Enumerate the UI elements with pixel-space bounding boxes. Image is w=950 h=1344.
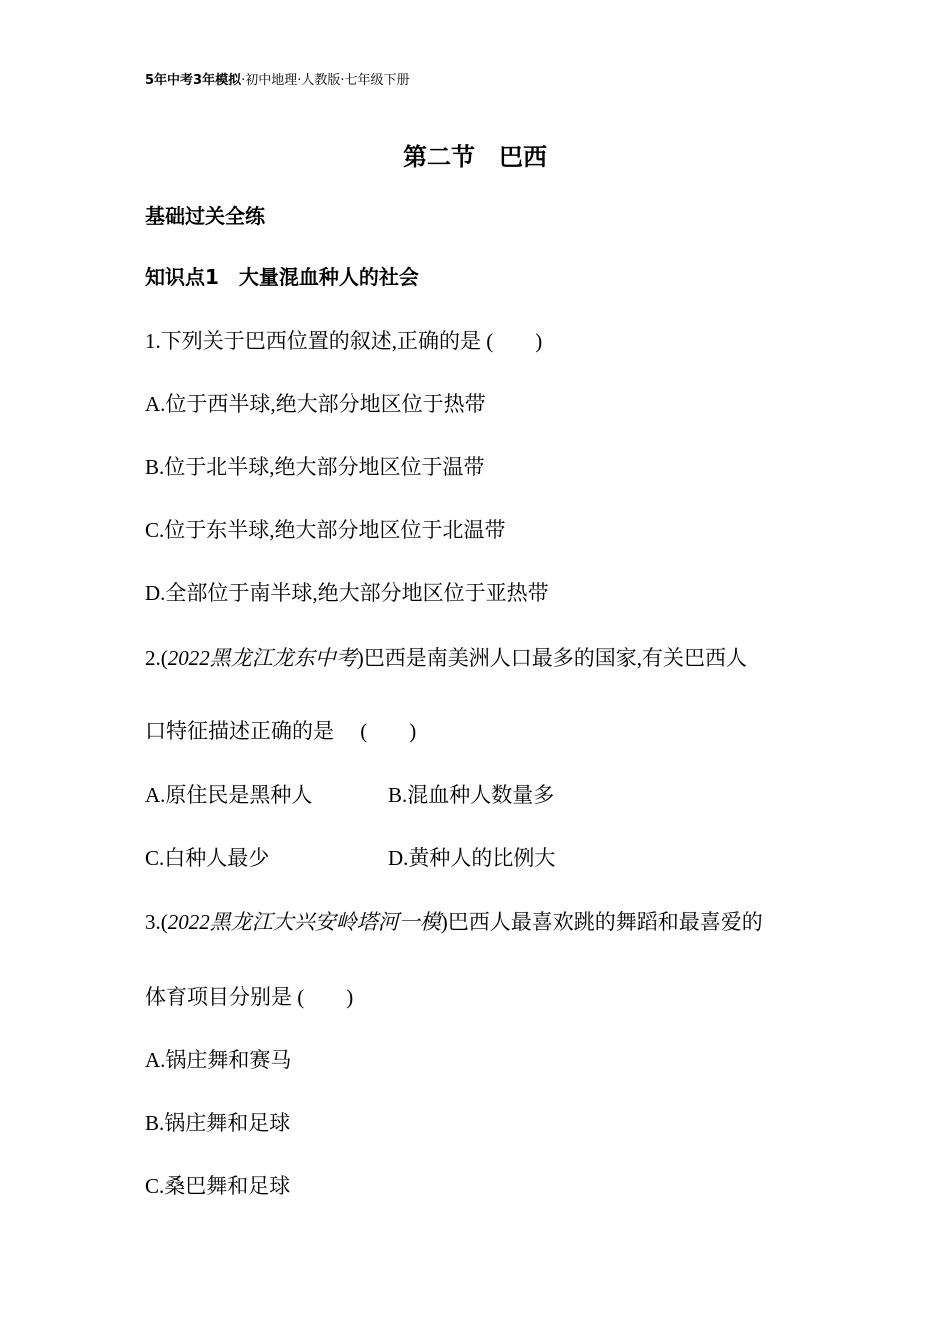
question-2-text: )巴西是南美洲人口最多的国家,有关巴西人: [356, 646, 747, 670]
question-3-stem: [145, 909, 763, 935]
question-2-stem: [145, 645, 747, 671]
question-1-option-a: A.位于西半球,绝大部分地区位于热带: [145, 392, 486, 416]
knowledge-point-heading: 知识点1 大量混血种人的社会: [145, 265, 419, 289]
question-3-source: 2022黑龙江大兴安岭塔河一模: [167, 910, 441, 934]
question-2-option-a: A.原住民是黑种人: [145, 783, 313, 807]
question-3-option-b: B.锅庄舞和足球: [145, 1111, 291, 1135]
question-3-option-a: A.锅庄舞和赛马: [145, 1048, 292, 1072]
question-3-stem-line2: 体育项目分别是 ( ): [145, 985, 354, 1009]
book-info: ·初中地理·人教版·七年级下册: [241, 73, 410, 88]
page-header: [145, 69, 410, 88]
question-2-option-b: B.混血种人数量多: [388, 783, 555, 807]
book-series: 5年中考3年模拟: [145, 73, 242, 88]
question-3-prefix: 3.(: [145, 910, 168, 934]
question-1-option-c: C.位于东半球,绝大部分地区位于北温带: [145, 518, 506, 542]
question-2-prefix: 2.(: [145, 646, 168, 670]
question-2-source: 2022黑龙江龙东中考: [167, 646, 357, 670]
question-1-option-b: B.位于北半球,绝大部分地区位于温带: [145, 455, 485, 479]
question-1-stem: 1.下列关于巴西位置的叙述,正确的是 ( ): [145, 329, 543, 353]
exercise-heading: 基础过关全练: [145, 204, 265, 228]
question-2-stem-line2: 口特征描述正确的是 ( ): [145, 719, 417, 743]
question-2-option-d: D.黄种人的比例大: [388, 846, 556, 870]
question-1-option-d: D.全部位于南半球,绝大部分地区位于亚热带: [145, 581, 549, 605]
question-3-option-c: C.桑巴舞和足球: [145, 1174, 291, 1198]
question-3-text: )巴西人最喜欢跳的舞蹈和最喜爱的: [440, 910, 763, 934]
section-title: 第二节 巴西: [403, 143, 547, 171]
question-2-option-c: C.白种人最少: [145, 846, 270, 870]
